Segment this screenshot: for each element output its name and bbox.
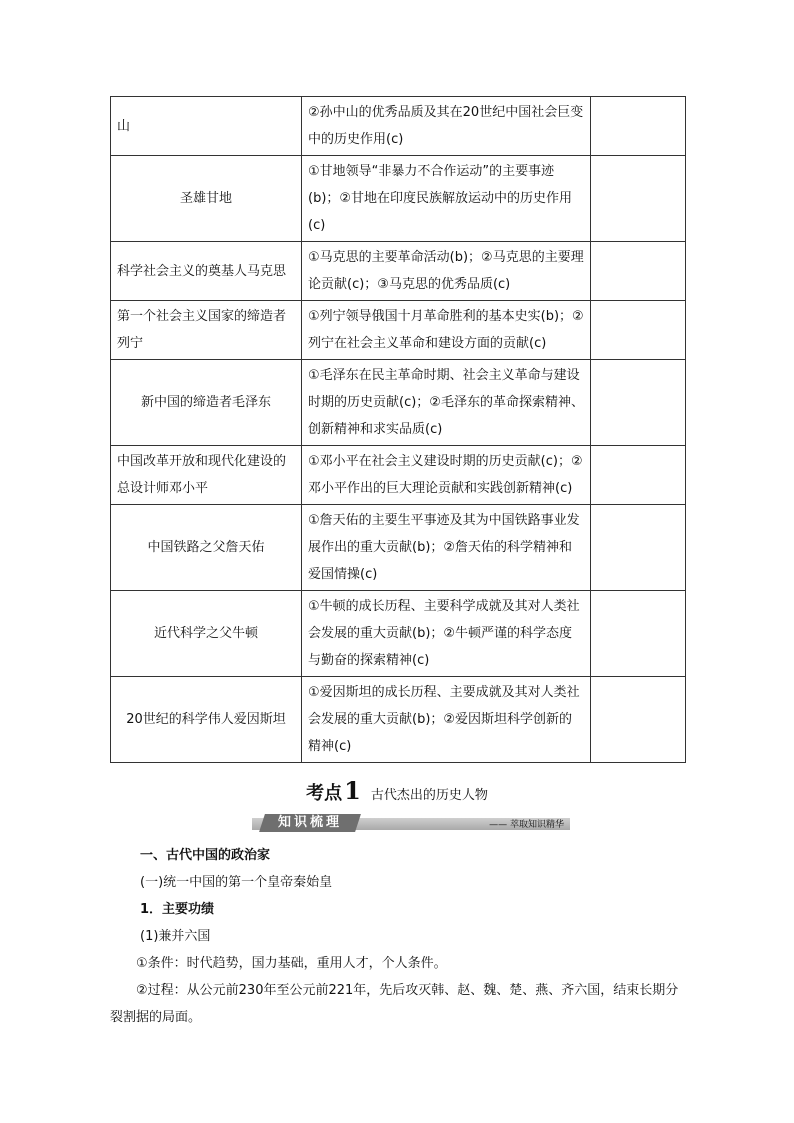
table-row — [111, 360, 686, 446]
figure-cell: 圣雄甘地 — [111, 156, 302, 242]
heading-level-3: 1．主要功绩 — [140, 902, 215, 917]
level-cell — [591, 242, 686, 301]
table-row — [111, 677, 686, 763]
requirement-cell: ①邓小平在社会主义建设时期的历史贡献(c)；②邓小平作出的巨大理论贡献和实践创新精神(c) — [302, 446, 591, 505]
table-row — [111, 97, 686, 156]
requirement-cell: ①詹天佑的主要生平事迹及其为中国铁路事业发展作出的重大贡献(b)；②詹天佑的科学精神和爱国情操(c) — [302, 505, 591, 591]
table-row — [111, 505, 686, 591]
figure-cell: 第一个社会主义国家的缔造者列宁 — [111, 301, 302, 360]
section-label: 考点 — [306, 783, 343, 804]
curriculum-requirements-table — [110, 96, 686, 763]
figure-cell: 山 — [111, 97, 302, 156]
heading-level-2: (一)统一中国的第一个皇帝秦始皇 — [140, 875, 333, 890]
knowledge-banner — [252, 814, 570, 832]
table-row — [111, 156, 686, 242]
section-number: 1 — [344, 776, 361, 805]
level-cell — [591, 446, 686, 505]
section-title: 古代杰出的历史人物 — [370, 788, 488, 803]
figure-cell: 中国铁路之父詹天佑 — [111, 505, 302, 591]
figure-cell: 新中国的缔造者毛泽东 — [111, 360, 302, 446]
section-heading — [0, 776, 794, 805]
requirement-cell: ①列宁领导俄国十月革命胜利的基本史实(b)；②列宁在社会主义革命和建设方面的贡献(c) — [302, 301, 591, 360]
requirement-cell: ①马克思的主要革命活动(b)；②马克思的主要理论贡献(c)；③马克思的优秀品质(c) — [302, 242, 591, 301]
table-row — [111, 591, 686, 677]
banner-tag — [259, 814, 361, 832]
heading-level-4: (1)兼并六国 — [140, 929, 211, 944]
requirement-cell: ①毛泽东在民主革命时期、社会主义革命与建设时期的历史贡献(c)；②毛泽东的革命探索精神、创新精神和求实品质(c) — [302, 360, 591, 446]
level-cell — [591, 301, 686, 360]
figure-cell: 中国改革开放和现代化建设的总设计师邓小平 — [111, 446, 302, 505]
requirement-cell: ①牛顿的成长历程、主要科学成就及其对人类社会发展的重大贡献(b)；②牛顿严谨的科学态度与勤奋的探索精神(c) — [302, 591, 591, 677]
banner-label: 知识梳理 — [277, 815, 342, 830]
table-row — [111, 242, 686, 301]
body-text — [110, 842, 685, 1031]
table-row — [111, 301, 686, 360]
figure-cell: 20世纪的科学伟人爱因斯坦 — [111, 677, 302, 763]
level-cell — [591, 156, 686, 242]
paragraph-conditions: ①条件：时代趋势，国力基础，重用人才，个人条件。 — [136, 956, 447, 971]
heading-level-1: 一、古代中国的政治家 — [140, 848, 271, 863]
figure-cell: 近代科学之父牛顿 — [111, 591, 302, 677]
level-cell — [591, 677, 686, 763]
level-cell — [591, 505, 686, 591]
level-cell — [591, 360, 686, 446]
paragraph-process: ②过程：从公元前230年至公元前221年，先后攻灭韩、赵、魏、楚、燕、齐六国，结束长期分裂割据的局面。 — [110, 983, 679, 1025]
banner-subtitle: —— 萃取知识精华 — [489, 820, 564, 830]
figure-cell: 科学社会主义的奠基人马克思 — [111, 242, 302, 301]
level-cell — [591, 591, 686, 677]
requirement-cell: ②孙中山的优秀品质及其在20世纪中国社会巨变中的历史作用(c) — [302, 97, 591, 156]
requirement-cell: ①爱因斯坦的成长历程、主要成就及其对人类社会发展的重大贡献(b)；②爱因斯坦科学创新的精神(c) — [302, 677, 591, 763]
table-row — [111, 446, 686, 505]
table-body — [111, 97, 686, 763]
requirement-cell: ①甘地领导“非暴力不合作运动”的主要事迹(b)；②甘地在印度民族解放运动中的历史作用(c) — [302, 156, 591, 242]
level-cell — [591, 97, 686, 156]
